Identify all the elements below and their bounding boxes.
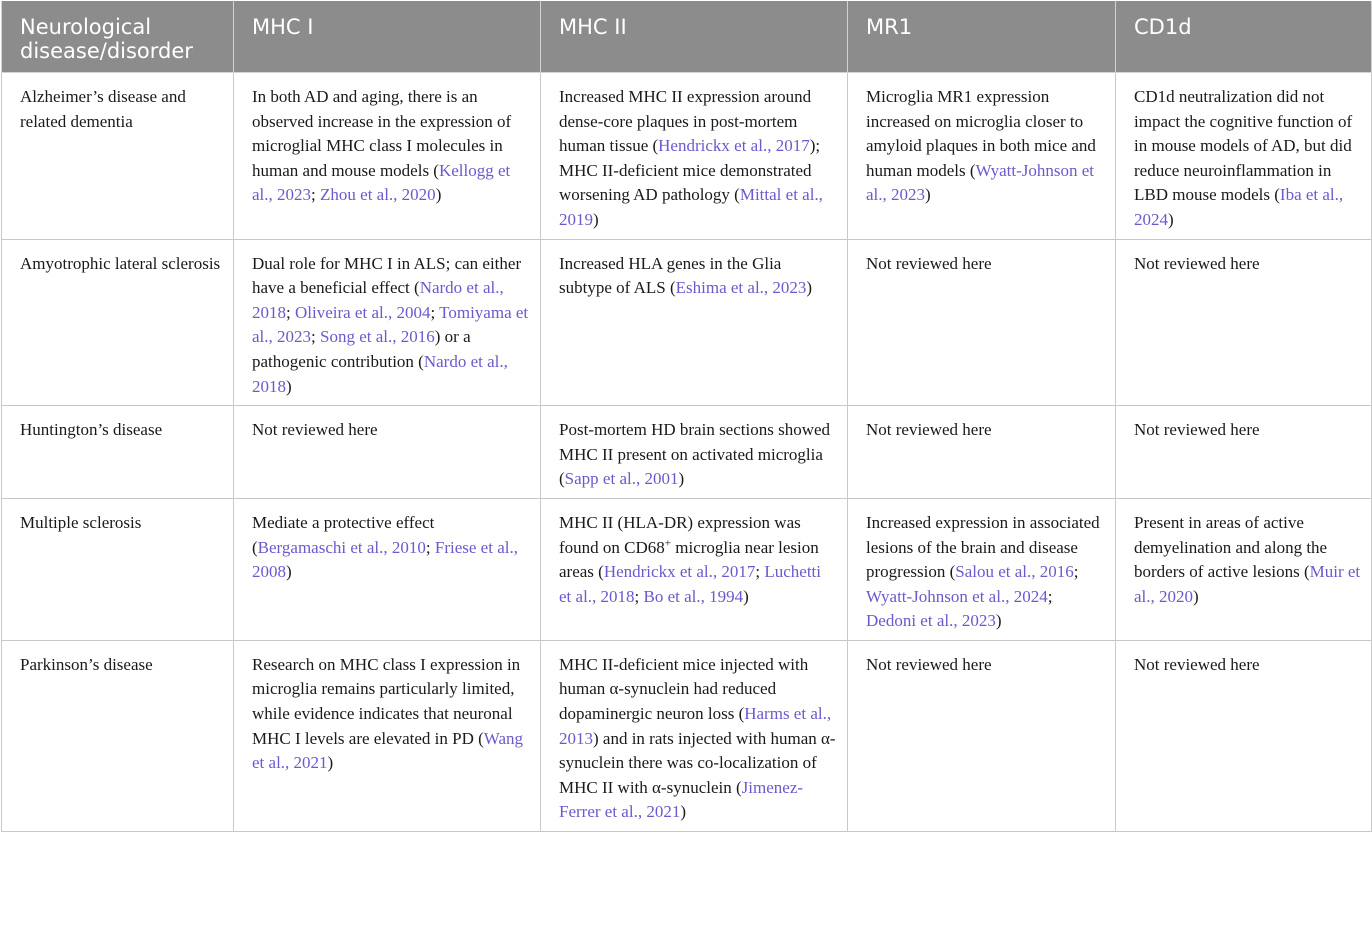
cell-text: ) [925, 185, 931, 205]
cell-text: Not reviewed here [866, 253, 992, 273]
cell-text: Increased HLA genes in the Glia subtype of ALS ( [559, 253, 782, 298]
citation-link[interactable]: Song et al., 2016 [320, 327, 435, 347]
citation-link[interactable]: Bo et al., 1994 [643, 586, 744, 606]
citation-link[interactable]: Nardo et al., 2018 [252, 351, 508, 396]
citation-link[interactable]: Hendrickx et al., 2017 [603, 562, 756, 582]
cell-disease: Multiple sclerosis [2, 498, 234, 640]
cell-text: ) [680, 802, 686, 822]
cell-text: ; [286, 302, 295, 322]
cell-cd1d [1116, 498, 1372, 640]
table-body [2, 73, 1372, 832]
citation-link[interactable]: Mittal et al., 2019 [559, 185, 823, 229]
cell-mhc2 [541, 640, 848, 831]
cell-disease: Parkinson’s disease [2, 640, 234, 831]
citation-link[interactable]: Luchetti et al., 2018 [559, 562, 822, 606]
header-mr1: MR1 [848, 1, 1116, 73]
superscript: + [664, 536, 671, 549]
cell-text: CD1d neutralization did not impact the cognitive function of in mouse models of AD, but did reduce neuroinflammation in LBD mouse models ( [1134, 87, 1353, 205]
citation-link[interactable]: Harms et al., 2013 [559, 704, 832, 748]
cell-text: Not reviewed here [1134, 654, 1260, 674]
cell-text: ; [1073, 562, 1079, 582]
cell-text: Not reviewed here [866, 654, 992, 674]
citation-link[interactable]: Tomiyama et al., 2023 [252, 302, 529, 347]
citation-link[interactable]: Wang et al., 2021 [252, 728, 524, 773]
cell-mhc1 [234, 406, 541, 499]
cell-text: MHC II (HLA-DR) expression was found on CD68 [559, 512, 801, 557]
cell-mr1 [848, 406, 1116, 499]
citation-link[interactable]: Muir et al., 2020 [1134, 562, 1361, 606]
cell-text: ) or a pathogenic contribution ( [252, 327, 471, 371]
cell-disease: Amyotrophic lateral sclerosis [2, 239, 234, 406]
cell-text: ; [634, 586, 644, 606]
citation-link[interactable]: Bergamaschi et al., 2010 [257, 537, 426, 557]
citation-link[interactable]: Hendrickx et al., 2017 [658, 136, 810, 156]
cell-cd1d [1116, 73, 1372, 240]
cell-text: ) [593, 209, 599, 229]
citation-link[interactable]: Dedoni et al., 2023 [866, 611, 996, 631]
citation-link[interactable]: Kellogg et al., 2023 [252, 160, 511, 205]
cell-text: ) [286, 562, 292, 582]
header-row [2, 1, 1372, 73]
cell-text: Microglia MR1 expression increased on microglia closer to amyloid plaques in both mice and human models ( [866, 87, 1096, 180]
cell-text: ; [755, 562, 765, 582]
cell-text: Increased MHC II expression around dense-core plaques in post-mortem human tissue ( [559, 87, 812, 156]
cell-text: ; [430, 302, 440, 322]
citation-link[interactable]: Salou et al., 2016 [955, 562, 1074, 582]
cell-disease: Alzheimer’s disease and related dementia [2, 73, 234, 240]
cell-text: In both AD and aging, there is an observed increase in the expression of microglial MHC class I molecules in human and mouse models ( [252, 87, 512, 180]
table-row [2, 640, 1372, 831]
cell-cd1d [1116, 239, 1372, 406]
cell-text: ) and in rats injected with human α-synuclein there was co-localization of MHC II with α-synuclein ( [559, 728, 836, 797]
cell-text: ; [311, 327, 321, 347]
cell-text: ; [1047, 586, 1053, 606]
cell-cd1d [1116, 406, 1372, 499]
header-disease: Neurological disease/disorder [2, 1, 234, 73]
cell-mhc1 [234, 73, 541, 240]
cell-mhc1 [234, 640, 541, 831]
cell-text: microglia near lesion areas ( [559, 537, 819, 582]
cell-text: ; [425, 537, 435, 557]
citation-link[interactable]: Oliveira et al., 2004 [294, 302, 431, 322]
cell-text: ) [327, 753, 334, 773]
table-row [2, 239, 1372, 406]
table-row [2, 73, 1372, 240]
citation-link[interactable]: Eshima et al., 2023 [675, 278, 807, 298]
cell-mhc2 [541, 406, 848, 499]
header-mhc1: MHC I [234, 1, 541, 73]
cell-mr1 [848, 73, 1116, 240]
header-mhc2: MHC II [541, 1, 848, 73]
cell-text: Not reviewed here [1134, 253, 1260, 273]
table-row [2, 406, 1372, 499]
cell-text: Not reviewed here [252, 420, 378, 440]
header-cd1d: CD1d [1116, 1, 1372, 73]
cell-mhc2 [541, 73, 848, 240]
citation-link[interactable]: Sapp et al., 2001 [564, 469, 679, 489]
table-header [2, 1, 1372, 73]
citation-link[interactable]: Nardo et al., 2018 [252, 278, 504, 322]
cell-text: ) [1168, 209, 1174, 229]
cell-text: ) [286, 376, 292, 396]
cell-mr1 [848, 239, 1116, 406]
citation-link[interactable]: Wyatt-Johnson et al., 2024 [866, 586, 1048, 606]
cell-mr1 [848, 498, 1116, 640]
cell-text: Post-mortem HD brain sections showed MHC II present on activated microglia ( [559, 420, 831, 489]
cell-text: Present in areas of active demyelination and along the borders of active lesions ( [1134, 512, 1328, 582]
cell-mhc2 [541, 498, 848, 640]
cell-text: Mediate a protective effect ( [252, 512, 435, 557]
comparison-table [1, 1, 1372, 832]
citation-link[interactable]: Wyatt-Johnson et al., 2023 [866, 160, 1094, 205]
table-row [2, 498, 1372, 640]
cell-disease: Huntington’s disease [2, 406, 234, 499]
cell-mhc1 [234, 239, 541, 406]
cell-text: Increased expression in associated lesions of the brain and disease progression ( [866, 512, 1100, 582]
cell-text: ; [311, 185, 321, 205]
cell-text: ) [1193, 586, 1199, 606]
cell-text: ) [806, 278, 813, 298]
citation-link[interactable]: Friese et al., 2008 [252, 537, 518, 582]
citation-link[interactable]: Jimenez-Ferrer et al., 2021 [559, 777, 804, 822]
cell-cd1d [1116, 640, 1372, 831]
cell-mhc1 [234, 498, 541, 640]
cell-mhc2 [541, 239, 848, 406]
cell-text: Dual role for MHC I in ALS; can either have a beneficial effect ( [252, 253, 522, 298]
cell-text: ) [678, 469, 685, 489]
cell-text: Not reviewed here [1134, 420, 1260, 440]
cell-text: Research on MHC class I expression in microglia remains particularly limited, while evidence indicates that neuronal MHC I levels are elevated in PD ( [252, 654, 521, 748]
cell-text: Not reviewed here [866, 420, 992, 440]
cell-text: MHC II-deficient mice injected with human α-synuclein had reduced dopaminergic neuron loss ( [559, 654, 809, 724]
cell-text: ); MHC II-deficient mice demonstrated worsening AD pathology ( [559, 136, 821, 205]
cell-text: ) [995, 611, 1002, 631]
cell-text: ) [435, 185, 442, 205]
cell-text: ) [743, 586, 749, 606]
citation-link[interactable]: Iba et al., 2024 [1134, 185, 1344, 229]
citation-link[interactable]: Zhou et al., 2020 [320, 185, 436, 205]
cell-mr1 [848, 640, 1116, 831]
